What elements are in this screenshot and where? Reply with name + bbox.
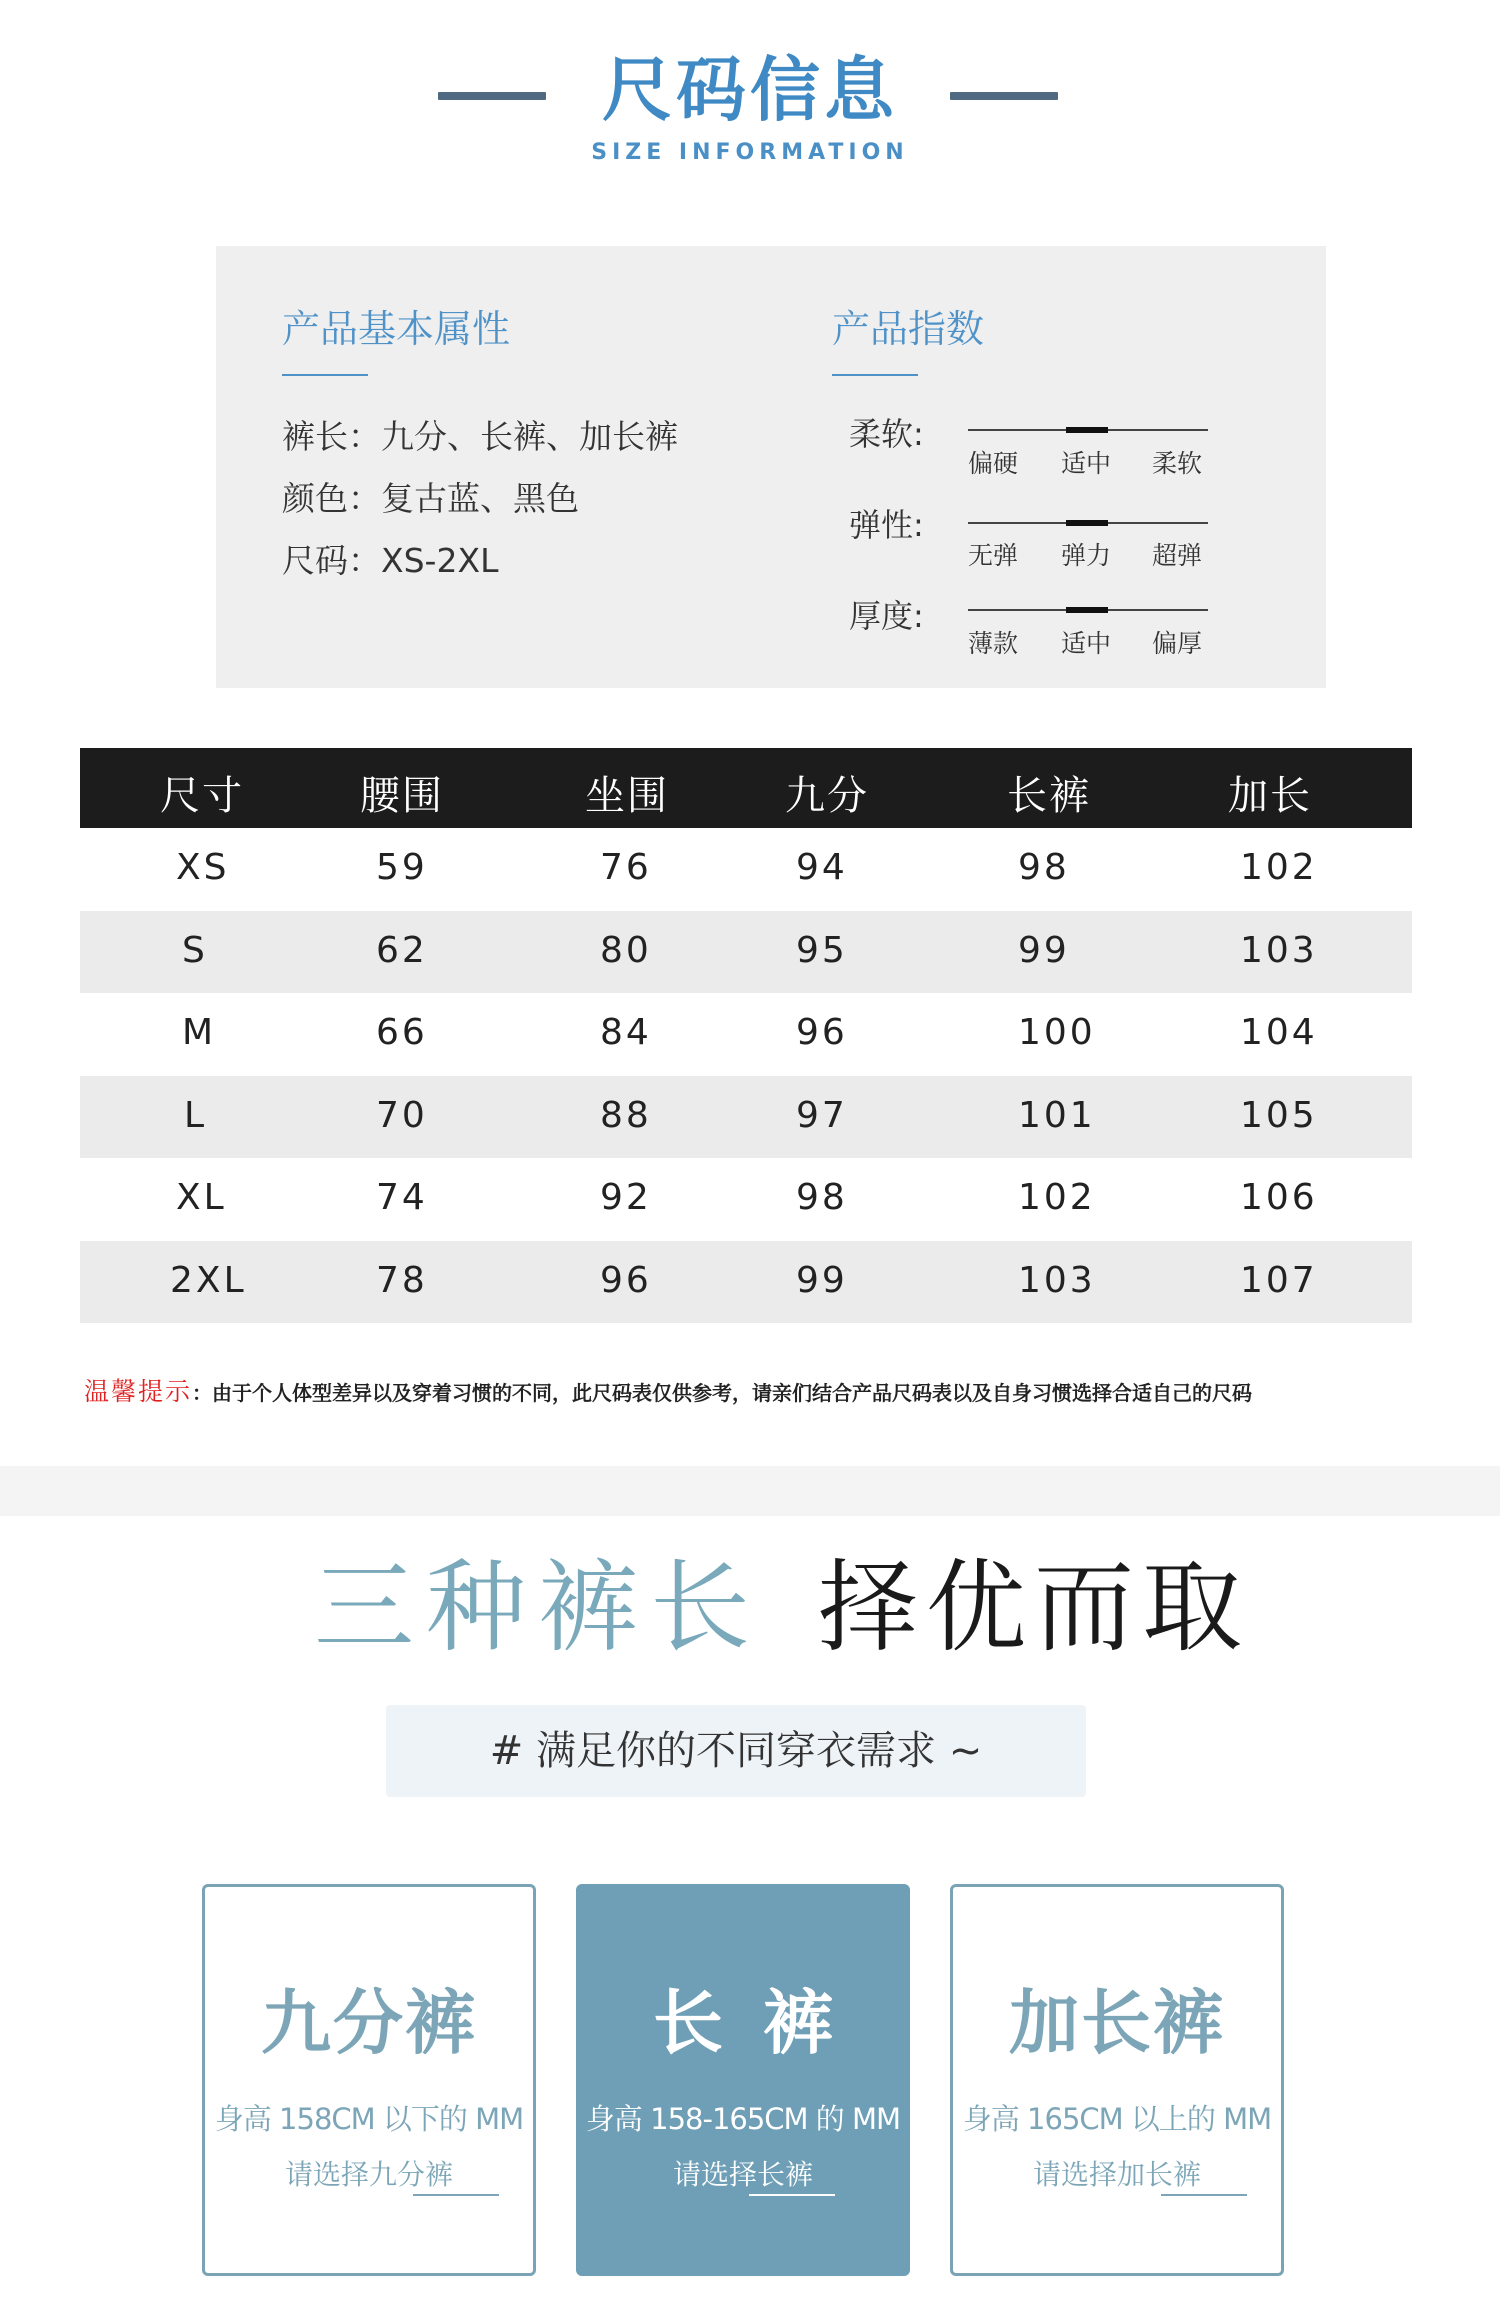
table-cell: 66 <box>376 1012 428 1053</box>
header-cell-waist: 腰围 <box>360 773 444 819</box>
size-table-header <box>80 748 1412 828</box>
card-cropped <box>202 1884 536 2276</box>
table-row <box>80 911 1412 994</box>
table-cell: 92 <box>600 1177 652 1218</box>
table-cell: 98 <box>796 1177 848 1218</box>
tip-label: 温馨提示 <box>84 1377 193 1406</box>
table-cell: M <box>182 1012 217 1053</box>
attributes-title: 产品基本属性 <box>282 307 511 351</box>
table-cell: 96 <box>796 1012 848 1053</box>
size-table <box>80 748 1412 1323</box>
indices-title-underline <box>832 374 918 376</box>
lengths-title-emphasis: 择优而取 <box>818 1549 1250 1666</box>
index-thickness-option: 薄款 <box>968 629 1019 658</box>
card-title: 加长裤 <box>1009 1982 1225 2064</box>
attributes-title-underline <box>282 374 368 376</box>
table-cell: 101 <box>1018 1094 1096 1136</box>
lengths-title: 三种裤长 <box>314 1549 762 1666</box>
table-row <box>80 1158 1412 1241</box>
index-softness-marker <box>1066 427 1108 433</box>
card-height-note: 身高 158CM 以下的 MM <box>214 2102 524 2136</box>
table-row <box>80 828 1412 911</box>
section-divider <box>0 1466 1500 1516</box>
table-cell: 2XL <box>170 1259 247 1301</box>
header-subtitle: SIZE INFORMATION <box>591 140 909 165</box>
card-extra-long <box>950 1884 1284 2276</box>
index-elasticity-marker <box>1066 520 1108 526</box>
index-softness-label: 柔软: <box>849 415 924 453</box>
card-pick-underline <box>413 2194 499 2196</box>
table-cell: 62 <box>376 929 428 971</box>
header <box>0 40 1500 190</box>
table-cell: 84 <box>600 1012 652 1053</box>
header-cell-long: 长裤 <box>1007 773 1091 819</box>
header-cell-size: 尺寸 <box>160 773 244 819</box>
card-height-note: 身高 165CM 以上的 MM <box>962 2102 1272 2136</box>
attribute-length: 裤长：九分、长裤、加长裤 <box>282 417 678 456</box>
card-pick-underline <box>1161 2194 1247 2196</box>
table-cell: 99 <box>1018 929 1070 971</box>
table-cell: 70 <box>376 1094 428 1136</box>
header-line-right <box>950 92 1058 100</box>
table-row <box>80 1076 1412 1159</box>
index-softness-option: 偏硬 <box>968 449 1019 478</box>
header-cell-cropped: 九分 <box>785 773 869 819</box>
card-height-note: 身高 158-165CM 的 MM <box>585 2102 901 2136</box>
table-cell: 97 <box>796 1094 848 1136</box>
index-thickness-label: 厚度: <box>849 597 924 635</box>
index-elasticity-option: 无弹 <box>968 541 1019 570</box>
table-cell: 74 <box>376 1177 428 1218</box>
table-cell: 99 <box>796 1259 848 1301</box>
index-thickness-option: 偏厚 <box>1152 629 1203 658</box>
index-softness-option: 柔软 <box>1152 449 1203 478</box>
index-elasticity-label: 弹性: <box>849 506 924 544</box>
table-cell: XL <box>176 1177 227 1218</box>
table-cell: S <box>182 929 208 971</box>
table-cell: 104 <box>1240 1012 1318 1053</box>
lengths-tagline: # 满足你的不同穿衣需求 ~ <box>386 1705 1086 1797</box>
table-cell: 102 <box>1018 1177 1096 1218</box>
table-cell: 80 <box>600 929 652 971</box>
tip-text: ：由于个人体型差异以及穿着习惯的不同，此尺码表仅供参考，请亲们结合产品尺码表以及自身习惯选择合适自己的尺码 <box>192 1381 1253 1405</box>
header-cell-hip: 坐围 <box>585 773 669 819</box>
table-cell: 78 <box>376 1259 428 1301</box>
table-row <box>80 1241 1412 1324</box>
size-tip <box>84 1372 1252 1408</box>
attribute-size: 尺码：XS-2XL <box>282 541 499 580</box>
table-cell: 59 <box>376 847 428 888</box>
table-cell: 96 <box>600 1259 652 1301</box>
index-softness-option: 适中 <box>1061 449 1112 478</box>
header-title: 尺码信息 <box>602 49 898 131</box>
table-cell: L <box>184 1094 208 1136</box>
index-thickness-option: 适中 <box>1061 629 1112 658</box>
card-long <box>576 1884 910 2276</box>
table-cell: 103 <box>1240 929 1318 971</box>
index-elasticity-option: 弹力 <box>1061 541 1112 570</box>
table-cell: 94 <box>796 847 848 888</box>
card-pick-underline <box>749 2194 835 2196</box>
attribute-color: 颜色：复古蓝、黑色 <box>282 479 579 518</box>
card-pick-text: 请选择加长裤 <box>1032 2158 1201 2191</box>
index-elasticity-option: 超弹 <box>1152 541 1203 570</box>
table-cell: 105 <box>1240 1094 1318 1136</box>
table-cell: 102 <box>1240 847 1318 888</box>
card-title: 长裤 <box>653 1982 873 2064</box>
table-row <box>80 993 1412 1076</box>
header-cell-extra-long: 加长 <box>1228 773 1312 819</box>
attribute-panel <box>216 246 1326 688</box>
table-cell: 95 <box>796 929 848 971</box>
table-cell: 107 <box>1240 1259 1318 1301</box>
table-cell: XS <box>176 847 230 888</box>
table-cell: 100 <box>1018 1012 1096 1053</box>
indices-title: 产品指数 <box>832 307 985 351</box>
card-title: 九分裤 <box>261 1982 477 2064</box>
card-pick-text: 请选择九分裤 <box>284 2158 453 2191</box>
table-cell: 76 <box>600 847 652 888</box>
table-cell: 98 <box>1018 847 1070 888</box>
index-thickness-marker <box>1066 607 1108 613</box>
table-cell: 106 <box>1240 1177 1318 1218</box>
table-cell: 88 <box>600 1094 652 1136</box>
card-pick-text: 请选择长裤 <box>672 2158 813 2191</box>
table-cell: 103 <box>1018 1259 1096 1301</box>
